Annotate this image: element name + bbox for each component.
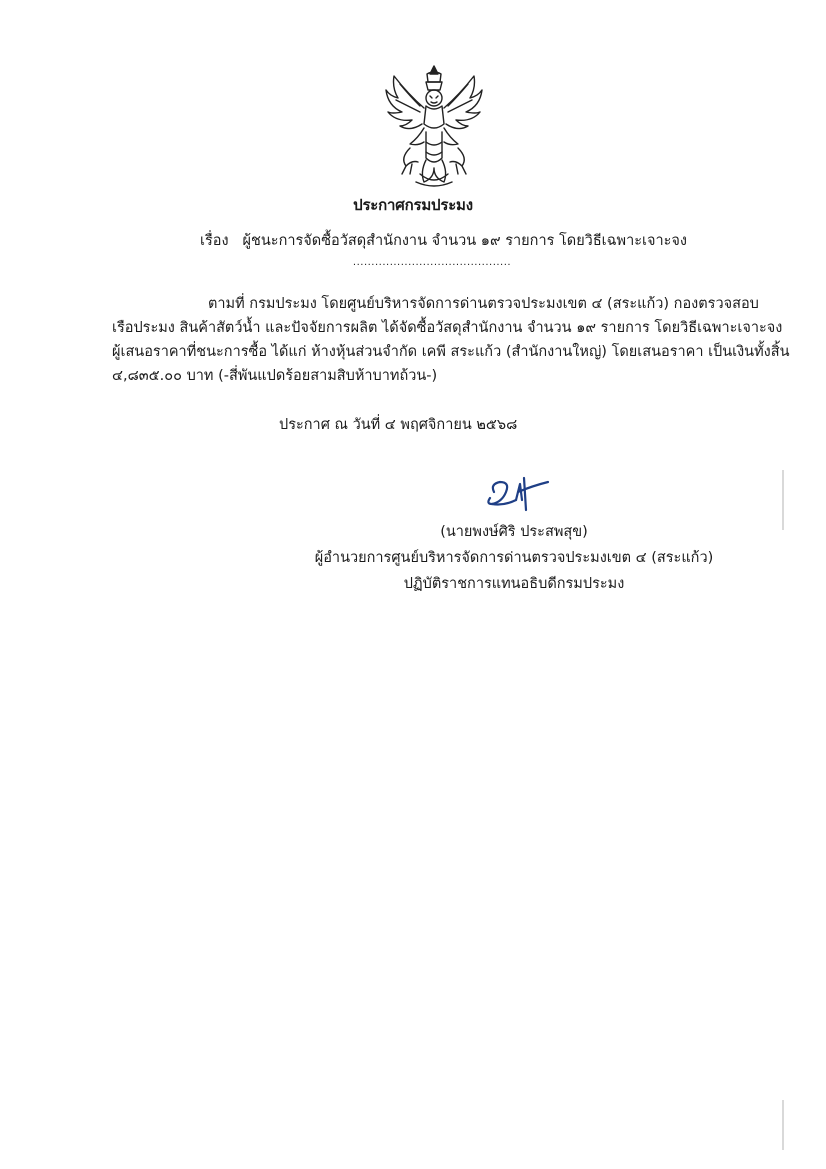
signatory-acting: ปฏิบัติราชการแทนอธิบดีกรมประมง <box>403 576 625 592</box>
subject-text: ผู้ชนะการจัดซื้อวัสดุสำนักงาน จำนวน ๑๙ รายการ โดยวิธีเฉพาะเจาะจง <box>242 233 687 249</box>
subject-line <box>200 229 687 253</box>
signatory-name: (นายพงษ์ศิริ ประสพสุข) <box>440 524 588 540</box>
scan-edge-mark <box>782 470 784 530</box>
scan-edge-mark <box>782 1100 784 1150</box>
signatory-position: ผู้อำนวยการศูนย์บริหารจัดการด่านตรวจประมงเขต ๔ (สระแก้ว) <box>314 550 714 566</box>
announcement-date: ประกาศ ณ วันที่ ๔ พฤศจิกายน ๒๕๖๘ <box>279 417 518 433</box>
body-line: ตามที่ กรมประมง โดยศูนย์บริหารจัดการด่านตรวจประมงเขต ๔ (สระแก้ว) กองตรวจสอบ <box>208 296 759 312</box>
body-line: ผู้เสนอราคาที่ชนะการซื้อ ได้แก่ ห้างหุ้นส่วนจำกัด เคพี สระแก้ว (สำนักงานใหญ่) โดยเสนอราคา เป็นเงินทั้งสิ้น <box>112 344 790 360</box>
page-title: ประกาศกรมประมง <box>353 196 473 214</box>
garuda-emblem-icon <box>380 62 488 188</box>
subject-label: เรื่อง <box>200 233 229 249</box>
body-line: เรือประมง สินค้าสัตว์น้ำ และปัจจัยการผลิต ได้จัดซื้อวัสดุสำนักงาน จำนวน ๑๙ รายการ โดยวิธีเฉพาะเจาะจง <box>112 320 783 336</box>
handwritten-signature <box>480 470 560 518</box>
dotted-separator: ........................................... <box>352 257 512 268</box>
body-line: ๔,๘๓๕.๐๐ บาท (-สี่พันแปดร้อยสามสิบห้าบาทถ้วน-) <box>112 368 438 384</box>
